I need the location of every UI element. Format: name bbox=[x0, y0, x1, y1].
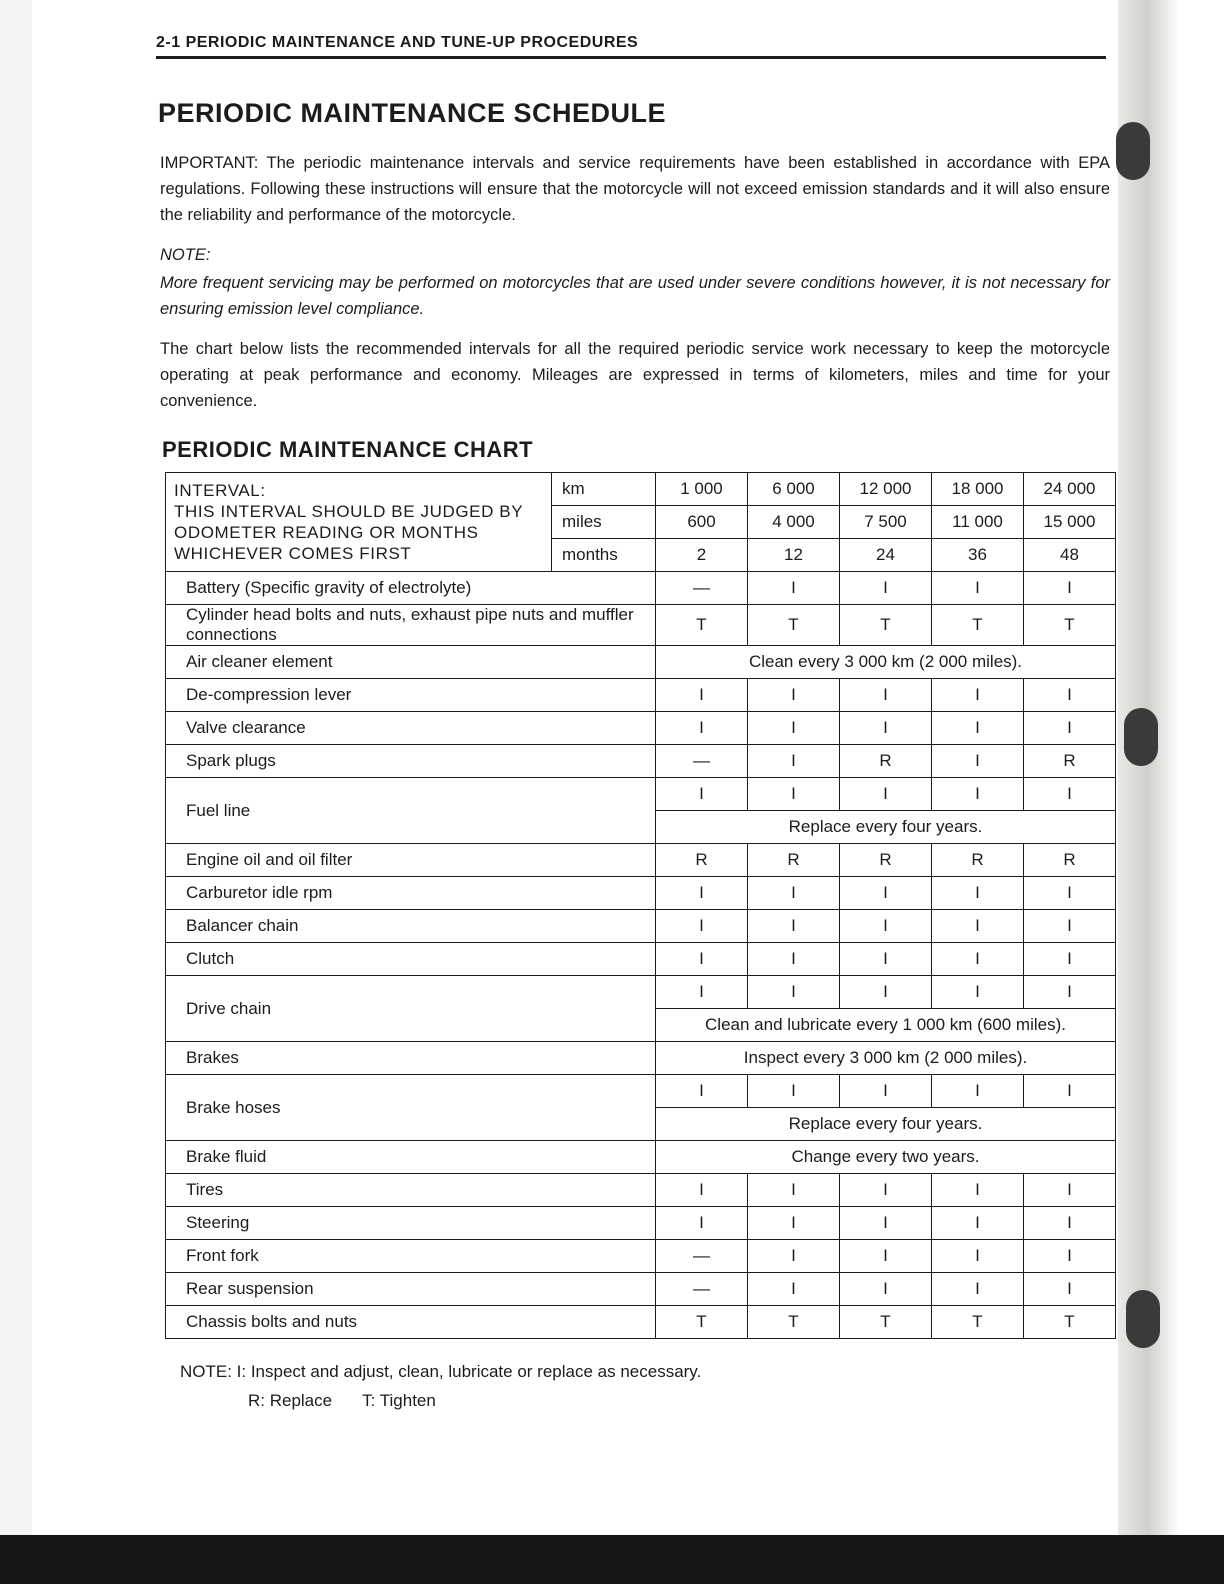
interval-text: THIS INTERVAL SHOULD BE JUDGED BY ODOMETER READING OR MONTHS WHICHEVER COMES FIRST bbox=[174, 502, 523, 563]
maintenance-item: Balancer chain bbox=[166, 910, 656, 943]
manual-page bbox=[32, 0, 1118, 1535]
schedule-mark: I bbox=[748, 1273, 840, 1306]
unit-label: miles bbox=[552, 506, 656, 539]
maintenance-item: Tires bbox=[166, 1174, 656, 1207]
schedule-row bbox=[166, 1042, 1116, 1075]
schedule-row bbox=[166, 976, 1116, 1009]
schedule-mark: I bbox=[748, 1207, 840, 1240]
schedule-mark: I bbox=[1024, 778, 1116, 811]
schedule-row bbox=[166, 877, 1116, 910]
schedule-note: Change every two years. bbox=[656, 1141, 1116, 1174]
schedule-mark: I bbox=[840, 943, 932, 976]
schedule-note: Clean and lubricate every 1 000 km (600 miles). bbox=[656, 1009, 1116, 1042]
schedule-mark: I bbox=[656, 712, 748, 745]
schedule-mark: I bbox=[1024, 1207, 1116, 1240]
binder-ring-bottom bbox=[1126, 1290, 1160, 1348]
interval-value: 600 bbox=[656, 506, 748, 539]
note-paragraph: More frequent servicing may be performed on motorcycles that are used under severe conditions however, it is not necessary for ensuring emission level compliance. bbox=[160, 274, 1110, 318]
schedule-mark: I bbox=[932, 943, 1024, 976]
binder-ring-top bbox=[1116, 122, 1150, 180]
interval-value: 18 000 bbox=[932, 473, 1024, 506]
schedule-row bbox=[166, 679, 1116, 712]
schedule-mark: T bbox=[656, 605, 748, 646]
schedule-mark: I bbox=[656, 1174, 748, 1207]
schedule-mark: I bbox=[748, 679, 840, 712]
schedule-mark: I bbox=[932, 1207, 1024, 1240]
schedule-mark: I bbox=[932, 1273, 1024, 1306]
schedule-mark: I bbox=[932, 910, 1024, 943]
schedule-row bbox=[166, 1207, 1116, 1240]
note-label: NOTE: bbox=[160, 246, 211, 264]
schedule-mark: I bbox=[656, 778, 748, 811]
schedule-row bbox=[166, 572, 1116, 605]
legend-replace: R: Replace bbox=[248, 1391, 333, 1410]
schedule-mark: I bbox=[1024, 679, 1116, 712]
schedule-mark: T bbox=[1024, 605, 1116, 646]
schedule-mark: I bbox=[748, 745, 840, 778]
maintenance-item: Front fork bbox=[166, 1240, 656, 1273]
interval-value: 2 bbox=[656, 539, 748, 572]
schedule-mark: I bbox=[932, 976, 1024, 1009]
legend-line-inspect: NOTE: I: Inspect and adjust, clean, lubricate or replace as necessary. bbox=[180, 1362, 702, 1381]
maintenance-item: Steering bbox=[166, 1207, 656, 1240]
maintenance-item: Rear suspension bbox=[166, 1273, 656, 1306]
schedule-mark: I bbox=[656, 679, 748, 712]
schedule-row bbox=[166, 1075, 1116, 1108]
schedule-note: Clean every 3 000 km (2 000 miles). bbox=[656, 646, 1116, 679]
schedule-mark: I bbox=[1024, 976, 1116, 1009]
schedule-mark: R bbox=[932, 844, 1024, 877]
maintenance-item: Clutch bbox=[166, 943, 656, 976]
schedule-mark: I bbox=[656, 943, 748, 976]
schedule-mark: I bbox=[840, 877, 932, 910]
schedule-mark: I bbox=[1024, 1075, 1116, 1108]
legend-tighten: T: Tighten bbox=[362, 1391, 436, 1410]
maintenance-item: Carburetor idle rpm bbox=[166, 877, 656, 910]
running-head: 2-1 PERIODIC MAINTENANCE AND TUNE-UP PROCEDURES bbox=[156, 34, 1106, 59]
schedule-mark: I bbox=[1024, 910, 1116, 943]
schedule-row bbox=[166, 844, 1116, 877]
interval-label: INTERVAL: bbox=[174, 481, 266, 500]
interval-value: 7 500 bbox=[840, 506, 932, 539]
schedule-mark: I bbox=[932, 1075, 1024, 1108]
schedule-mark: I bbox=[932, 778, 1024, 811]
schedule-mark: — bbox=[656, 572, 748, 605]
unit-label: km bbox=[552, 473, 656, 506]
interval-value: 24 000 bbox=[1024, 473, 1116, 506]
interval-value: 1 000 bbox=[656, 473, 748, 506]
schedule-mark: I bbox=[840, 976, 932, 1009]
schedule-mark: I bbox=[748, 943, 840, 976]
schedule-mark: I bbox=[656, 1207, 748, 1240]
interval-value: 11 000 bbox=[932, 506, 1024, 539]
schedule-mark: I bbox=[748, 712, 840, 745]
maintenance-item: De-compression lever bbox=[166, 679, 656, 712]
schedule-mark: I bbox=[748, 1174, 840, 1207]
schedule-mark: I bbox=[840, 712, 932, 745]
schedule-mark: T bbox=[932, 1306, 1024, 1339]
interval-row-km bbox=[166, 473, 1116, 506]
schedule-row bbox=[166, 1306, 1116, 1339]
maintenance-item: Brake hoses bbox=[166, 1075, 656, 1141]
schedule-mark: I bbox=[748, 778, 840, 811]
schedule-mark: I bbox=[1024, 1174, 1116, 1207]
schedule-row bbox=[166, 1141, 1116, 1174]
schedule-mark: I bbox=[840, 778, 932, 811]
schedule-mark: T bbox=[656, 1306, 748, 1339]
interval-value: 15 000 bbox=[1024, 506, 1116, 539]
maintenance-item: Cylinder head bolts and nuts, exhaust pipe nuts and muffler connections bbox=[166, 605, 656, 646]
chart-legend bbox=[180, 1357, 701, 1415]
schedule-mark: — bbox=[656, 1240, 748, 1273]
interval-value: 12 bbox=[748, 539, 840, 572]
schedule-row bbox=[166, 778, 1116, 811]
interval-header bbox=[166, 473, 552, 572]
schedule-mark: I bbox=[656, 1075, 748, 1108]
schedule-mark: I bbox=[840, 1207, 932, 1240]
schedule-row bbox=[166, 605, 1116, 646]
scan-bottom-edge bbox=[0, 1535, 1224, 1584]
schedule-mark: I bbox=[748, 572, 840, 605]
maintenance-item: Air cleaner element bbox=[166, 646, 656, 679]
schedule-mark: I bbox=[656, 877, 748, 910]
schedule-mark: I bbox=[748, 1075, 840, 1108]
schedule-mark: T bbox=[840, 605, 932, 646]
maintenance-chart bbox=[165, 472, 1116, 1339]
schedule-mark: I bbox=[748, 1240, 840, 1273]
schedule-row bbox=[166, 646, 1116, 679]
schedule-mark: R bbox=[748, 844, 840, 877]
maintenance-item: Chassis bolts and nuts bbox=[166, 1306, 656, 1339]
schedule-mark: I bbox=[932, 679, 1024, 712]
schedule-mark: I bbox=[840, 679, 932, 712]
interval-value: 4 000 bbox=[748, 506, 840, 539]
interval-value: 6 000 bbox=[748, 473, 840, 506]
schedule-mark: I bbox=[1024, 877, 1116, 910]
schedule-mark: I bbox=[656, 976, 748, 1009]
schedule-mark: I bbox=[748, 976, 840, 1009]
maintenance-item: Spark plugs bbox=[166, 745, 656, 778]
schedule-mark: I bbox=[840, 910, 932, 943]
schedule-mark: I bbox=[840, 572, 932, 605]
schedule-mark: I bbox=[932, 572, 1024, 605]
schedule-mark: — bbox=[656, 1273, 748, 1306]
schedule-mark: I bbox=[1024, 1273, 1116, 1306]
maintenance-item: Valve clearance bbox=[166, 712, 656, 745]
schedule-mark: T bbox=[748, 1306, 840, 1339]
schedule-mark: I bbox=[1024, 1240, 1116, 1273]
schedule-mark: I bbox=[1024, 943, 1116, 976]
schedule-mark: R bbox=[656, 844, 748, 877]
unit-label: months bbox=[552, 539, 656, 572]
schedule-note: Inspect every 3 000 km (2 000 miles). bbox=[656, 1042, 1116, 1075]
schedule-mark: — bbox=[656, 745, 748, 778]
binder-ring-middle bbox=[1124, 708, 1158, 766]
schedule-mark: I bbox=[840, 1240, 932, 1273]
page-title: PERIODIC MAINTENANCE SCHEDULE bbox=[158, 98, 667, 128]
interval-value: 24 bbox=[840, 539, 932, 572]
schedule-mark: I bbox=[932, 1240, 1024, 1273]
schedule-row bbox=[166, 1174, 1116, 1207]
interval-value: 48 bbox=[1024, 539, 1116, 572]
schedule-mark: T bbox=[932, 605, 1024, 646]
schedule-mark: I bbox=[840, 1174, 932, 1207]
scan-binding-edge bbox=[1118, 0, 1224, 1584]
chart-intro-paragraph: The chart below lists the recommended intervals for all the required periodic service work necessary to keep the motorcycle operating at peak performance and economy. Mileages are expressed in terms of kilometers, miles and time for your convenience. bbox=[160, 340, 1110, 410]
schedule-row bbox=[166, 943, 1116, 976]
schedule-mark: I bbox=[1024, 712, 1116, 745]
schedule-mark: T bbox=[748, 605, 840, 646]
schedule-mark: T bbox=[1024, 1306, 1116, 1339]
schedule-row bbox=[166, 1273, 1116, 1306]
maintenance-item: Engine oil and oil filter bbox=[166, 844, 656, 877]
schedule-mark: I bbox=[932, 877, 1024, 910]
maintenance-item: Drive chain bbox=[166, 976, 656, 1042]
schedule-mark: R bbox=[1024, 844, 1116, 877]
schedule-mark: R bbox=[1024, 745, 1116, 778]
schedule-note: Replace every four years. bbox=[656, 1108, 1116, 1141]
schedule-row bbox=[166, 712, 1116, 745]
maintenance-item: Battery (Specific gravity of electrolyte) bbox=[166, 572, 656, 605]
scan-left-margin bbox=[0, 0, 32, 1584]
maintenance-item: Brake fluid bbox=[166, 1141, 656, 1174]
schedule-mark: I bbox=[656, 910, 748, 943]
chart-title: PERIODIC MAINTENANCE CHART bbox=[162, 437, 534, 462]
schedule-mark: R bbox=[840, 745, 932, 778]
schedule-mark: I bbox=[840, 1075, 932, 1108]
interval-value: 36 bbox=[932, 539, 1024, 572]
schedule-mark: I bbox=[932, 712, 1024, 745]
schedule-mark: I bbox=[932, 745, 1024, 778]
schedule-mark: I bbox=[748, 910, 840, 943]
schedule-mark: T bbox=[840, 1306, 932, 1339]
schedule-mark: R bbox=[840, 844, 932, 877]
schedule-row bbox=[166, 1240, 1116, 1273]
important-paragraph: IMPORTANT: The periodic maintenance intervals and service requirements have been established in accordance with EPA regulations. Following these instructions will ensure that the motorcycle will not exceed emission standards and it will also ensure the reliability and performance of the motorcycle. bbox=[160, 154, 1110, 224]
schedule-mark: I bbox=[840, 1273, 932, 1306]
schedule-mark: I bbox=[932, 1174, 1024, 1207]
schedule-row bbox=[166, 745, 1116, 778]
schedule-note: Replace every four years. bbox=[656, 811, 1116, 844]
schedule-mark: I bbox=[748, 877, 840, 910]
maintenance-item: Brakes bbox=[166, 1042, 656, 1075]
schedule-mark: I bbox=[1024, 572, 1116, 605]
interval-value: 12 000 bbox=[840, 473, 932, 506]
schedule-row bbox=[166, 910, 1116, 943]
maintenance-item: Fuel line bbox=[166, 778, 656, 844]
